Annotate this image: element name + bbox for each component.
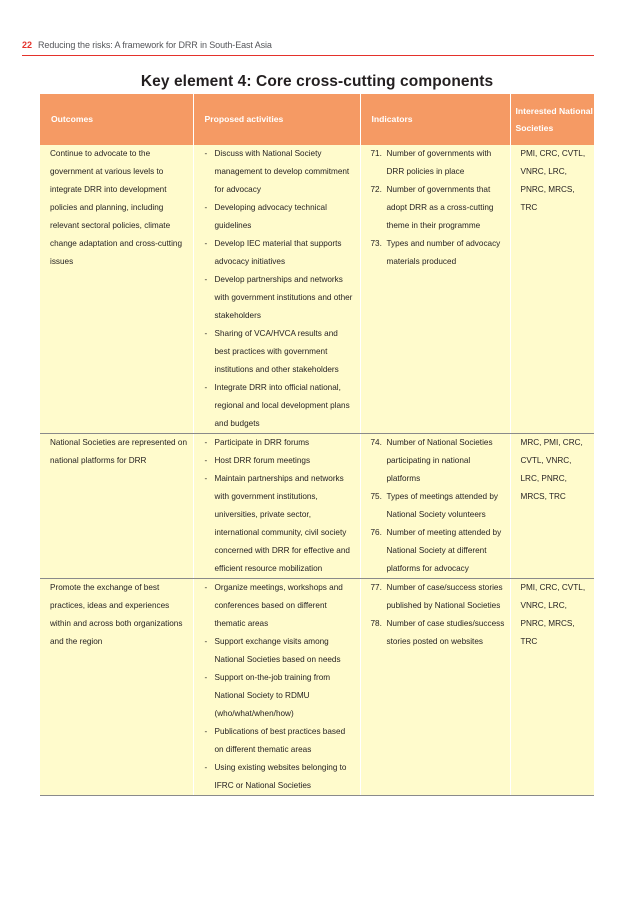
column-header-outcomes: Outcomes (40, 94, 193, 145)
indicator-number: 77. (370, 583, 382, 592)
indicator-item (371, 615, 506, 651)
header-rule (22, 55, 594, 56)
indicator-text: Number of case/success stories published by National Societies (386, 583, 503, 610)
activity-item: - Support on-the-job training from National Society to RDMU (who/what/when/how) (204, 669, 356, 723)
activity-item: - Sharing of VCA/HVCA results and best practices with government institutions and other stakeholders (204, 325, 356, 379)
page-number: 22 (22, 40, 33, 50)
activity-item: - Maintain partnerships and networks with government institutions, universities, private sector, international community, civil society concerned with DRR for effective and efficient resource mobilization (204, 470, 356, 578)
indicators-cell (360, 145, 510, 434)
activity-item: - Organize meetings, workshops and conferences based on different thematic areas (204, 579, 356, 633)
table-row (40, 145, 594, 434)
activity-item: - Participate in DRR forums (204, 434, 356, 452)
indicator-item (371, 579, 506, 615)
indicator-number: 78. (370, 619, 382, 628)
activity-item: - Integrate DRR into official national, regional and local development plans and budgets (204, 379, 356, 433)
indicator-number: 76. (370, 528, 382, 537)
activity-item: - Discuss with National Society management to develop commitment for advocacy (204, 145, 356, 199)
column-header-activities: Proposed activities (193, 94, 360, 145)
activities-cell (193, 579, 360, 796)
indicator-number: 72. (370, 185, 382, 194)
indicator-text: Types and number of advocacy materials produced (386, 239, 501, 266)
activity-item: - Support exchange visits among National Societies based on needs (204, 633, 356, 669)
indicators-cell (360, 434, 510, 579)
activities-cell (193, 434, 360, 579)
activity-item: - Publications of best practices based on different thematic areas (204, 723, 356, 759)
societies-cell: PMI, CRC, CVTL, VNRC, LRC, PNRC, MRCS, TRC (510, 145, 594, 434)
running-title: Reducing the risks: A framework for DRR in South-East Asia (38, 40, 272, 50)
indicator-item (371, 488, 506, 524)
running-header (22, 39, 594, 55)
indicator-number: 74. (370, 438, 382, 447)
activities-cell (193, 145, 360, 434)
activity-item: - Developing advocacy technical guidelines (204, 199, 356, 235)
indicator-number: 73. (370, 239, 382, 248)
indicator-text: Number of meeting attended by National Society at different platforms for advocacy (386, 528, 502, 573)
indicator-item (371, 434, 506, 488)
indicator-text: Number of governments that adopt DRR as a cross-cutting theme in their programme (386, 185, 494, 230)
indicator-text: Types of meetings attended by National Society volunteers (386, 492, 499, 519)
table-row (40, 579, 594, 796)
column-header-indicators: Indicators (360, 94, 510, 145)
table-header-row (40, 94, 594, 145)
activity-item: - Develop IEC material that supports advocacy initiatives (204, 235, 356, 271)
indicator-item (371, 181, 506, 235)
societies-cell: PMI, CRC, CVTL, VNRC, LRC, PNRC, MRCS, TRC (510, 579, 594, 796)
outcome-cell: National Societies are represented on national platforms for DRR (40, 434, 193, 579)
column-header-societies: Interested National Societies (510, 94, 594, 145)
activity-item: - Using existing websites belonging to IFRC or National Societies (204, 759, 356, 795)
indicator-text: Number of governments with DRR policies in place (386, 149, 492, 176)
framework-table (40, 94, 594, 796)
indicator-item (371, 145, 506, 181)
indicator-item (371, 524, 506, 578)
indicator-text: Number of case studies/success stories posted on websites (386, 619, 505, 646)
table-row (40, 434, 594, 579)
indicator-text: Number of National Societies participating in national platforms (386, 438, 493, 483)
activity-item: - Develop partnerships and networks with government institutions and other stakeholders (204, 271, 356, 325)
indicator-number: 71. (370, 149, 382, 158)
outcome-cell: Promote the exchange of best practices, ideas and experiences within and across both organizations and the region (40, 579, 193, 796)
indicator-number: 75. (370, 492, 382, 501)
indicator-item (371, 235, 506, 271)
activity-item: - Host DRR forum meetings (204, 452, 356, 470)
societies-cell: MRC, PMI, CRC, CVTL, VNRC, LRC, PNRC, MRCS, TRC (510, 434, 594, 579)
outcome-cell: Continue to advocate to the government at various levels to integrate DRR into development policies and planning, including relevant sectoral policies, climate change adaptation and cross-cutting issues (40, 145, 193, 434)
table-title: Key element 4: Core cross-cutting components (140, 73, 494, 90)
indicators-cell (360, 579, 510, 796)
